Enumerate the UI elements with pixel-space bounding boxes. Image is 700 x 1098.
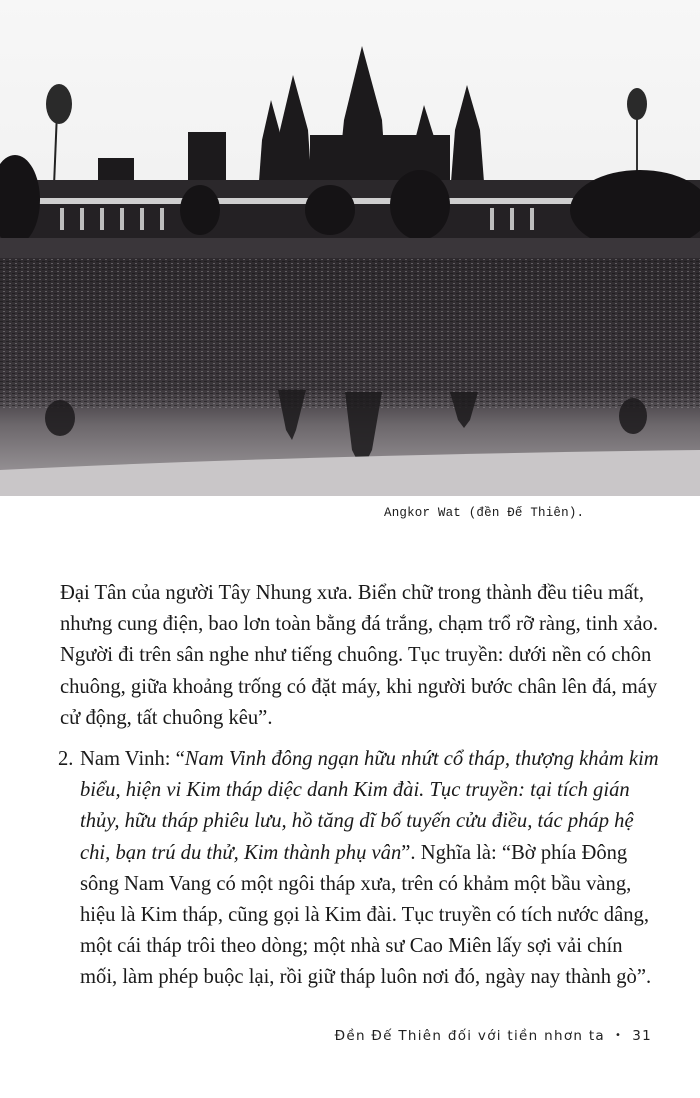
- list-item-body: [80, 744, 660, 994]
- photo-caption: Angkor Wat (đền Đế Thiên).: [384, 506, 585, 520]
- angkor-wat-photo: [0, 0, 700, 496]
- body-text: [60, 578, 660, 994]
- bullet-separator: •: [615, 1030, 623, 1041]
- list-lead: Nam Vinh: “: [80, 748, 185, 771]
- page-footer: [335, 1028, 652, 1044]
- running-title: Đền Đế Thiên đối với tiền nhơn ta: [334, 1028, 606, 1044]
- page-number: 31: [632, 1028, 652, 1044]
- list-item: [60, 744, 660, 994]
- sino-vietnamese-quote: Nam Vinh đông ngạn hữu nhứt cổ tháp, thượng khảm kim biểu, hiện vi Kim tháp diệc danh Kim đài. Tục truyền: tại tích gián thủy, hữu tháp phiêu lưu, hồ tăng dĩ bố tuyến cửu điều, tác pháp hệ chi, bạn trú du thử, Kim thành phụ vân: [80, 748, 659, 864]
- translation-text: ”. Nghĩa là: “Bờ phía Đông sông Nam Vang có một ngôi tháp xưa, trên có khảm một bầu vàng, hiệu là Kim tháp, cũng gọi là Kim đài. Tục truyền có tích nước dâng, một cái tháp trôi theo dòng; một nhà sư Cao Miên lấy sợi vải chín mối, làm phép buộc lại, rồi giữ tháp luôn nơi đó, ngày nay thành gò”.: [80, 841, 652, 989]
- paragraph: Đại Tân của người Tây Nhung xưa. Biển chữ trong thành đều tiêu mất, nhưng cung điện, bao lơn toàn bằng đá trắng, chạm trổ rỡ ràng, tinh xảo. Người đi trên sân nghe như tiếng chuông. Tục truyền: dưới nền có chôn chuông, giữa khoảng trống có đặt máy, khi người bước chân lên đá, máy cử động, tất chuông kêu”.: [60, 582, 658, 729]
- list-number: 2.: [58, 748, 74, 771]
